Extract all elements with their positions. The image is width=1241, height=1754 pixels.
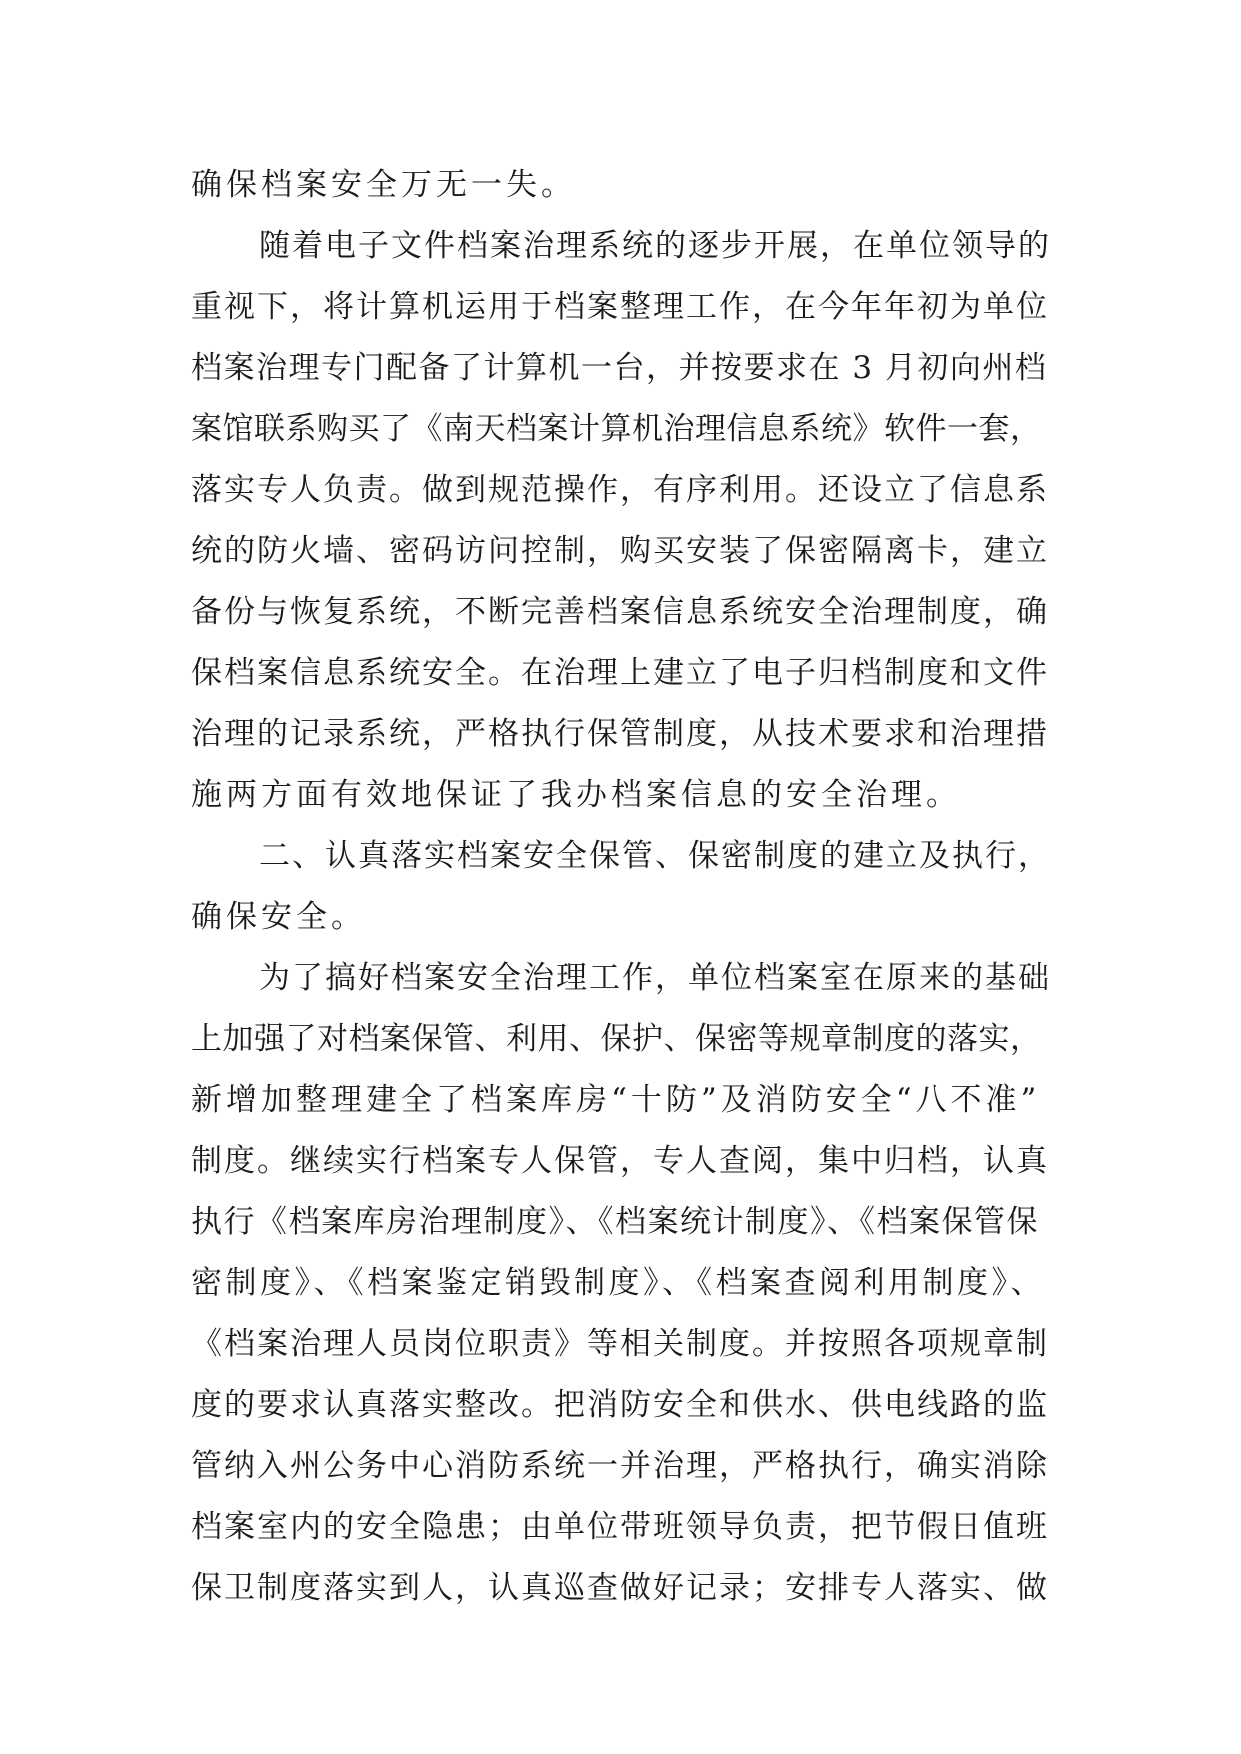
text-line: 上加强了对档案保管、利用、保护、保密等规章制度的落实， bbox=[191, 1021, 1042, 1057]
text-line: 随着电子文件档案治理系统的逐步开展，在单位领导的 bbox=[259, 228, 1051, 264]
text-line: 档案治理专门配备了计算机一台，并按要求在 3 月初向州档 bbox=[191, 350, 1048, 386]
text-line: 确保安全。 bbox=[191, 899, 366, 935]
text-line: 施两方面有效地保证了我办档案信息的安全治理。 bbox=[191, 777, 961, 813]
text-line: 保档案信息系统安全。在治理上建立了电子归档制度和文件 bbox=[191, 655, 1049, 691]
document-body bbox=[191, 155, 1051, 1619]
text-line: 执行《档案库房治理制度》、《档案统计制度》、《档案保管保 bbox=[191, 1204, 1039, 1240]
text-line: 治理的记录系统，严格执行保管制度，从技术要求和治理措 bbox=[191, 716, 1049, 752]
text-line: 密制度》、《档案鉴定销毁制度》、《档案查阅利用制度》、 bbox=[191, 1265, 1045, 1301]
text-line: 案馆联系购买了《南天档案计算机治理信息系统》软件一套， bbox=[191, 411, 1042, 447]
text-line: 保卫制度落实到人，认真巡查做好记录；安排专人落实、做 bbox=[191, 1570, 1049, 1606]
text-line: 管纳入州公务中心消防系统一并治理，严格执行，确实消除 bbox=[191, 1448, 1049, 1484]
text-line: 确保档案安全万无一失。 bbox=[191, 167, 576, 203]
text-line: 为了搞好档案安全治理工作，单位档案室在原来的基础 bbox=[259, 960, 1051, 996]
text-line: 落实专人负责。做到规范操作，有序利用。还设立了信息系 bbox=[191, 472, 1049, 508]
text-line: 度的要求认真落实整改。把消防安全和供水、供电线路的监 bbox=[191, 1387, 1049, 1423]
text-line: 《档案治理人员岗位职责》等相关制度。并按照各项规章制 bbox=[191, 1326, 1049, 1362]
text-line: 统的防火墙、密码访问控制，购买安装了保密隔离卡，建立 bbox=[191, 533, 1049, 569]
text-line: 制度。继续实行档案专人保管，专人查阅，集中归档，认真 bbox=[191, 1143, 1049, 1179]
text-line: 备份与恢复系统，不断完善档案信息系统安全治理制度，确 bbox=[191, 594, 1049, 630]
text-line: 二、认真落实档案安全保管、保密制度的建立及执行， bbox=[259, 838, 1051, 874]
text-line: 档案室内的安全隐患；由单位带班领导负责，把节假日值班 bbox=[191, 1509, 1049, 1545]
text-line: 新增加整理建全了档案库房“十防”及消防安全“八不准” bbox=[191, 1082, 1041, 1118]
text-line: 重视下，将计算机运用于档案整理工作，在今年年初为单位 bbox=[191, 289, 1049, 325]
